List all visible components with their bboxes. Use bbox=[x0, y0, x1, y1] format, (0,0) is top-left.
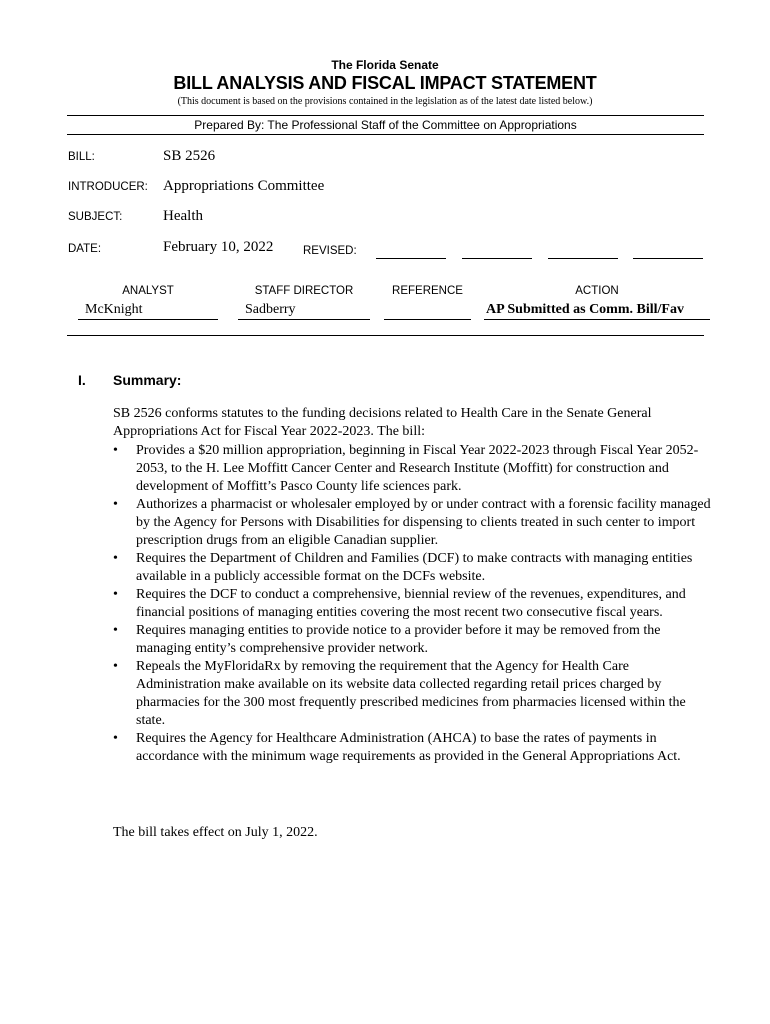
senate-heading: The Florida Senate bbox=[331, 58, 439, 72]
document-title: BILL ANALYSIS AND FISCAL IMPACT STATEMENT bbox=[173, 73, 597, 93]
subject-value: Health bbox=[163, 208, 203, 224]
revised-blank bbox=[462, 258, 532, 259]
list-item bbox=[113, 730, 713, 766]
date-label: DATE: bbox=[68, 243, 102, 255]
date-value: February 10, 2022 bbox=[163, 239, 274, 255]
prepared-by: Prepared By: The Professional Staff of the Committee on Appropriations bbox=[194, 118, 577, 132]
analyst-line bbox=[78, 319, 218, 320]
list-item bbox=[113, 586, 713, 622]
bullet-text: Provides a $20 million appropriation, beginning in Fiscal Year 2022-2023 through Fiscal Year 2052-2053, to the H. Lee Moffitt Cancer Center and Research Institute (Moffitt) for construction and development of Moffitt’s Pasco County life sciences park. bbox=[136, 443, 699, 494]
bullet-icon: • bbox=[113, 659, 118, 674]
revised-blank bbox=[376, 258, 446, 259]
summary-bullets bbox=[113, 442, 713, 766]
bullet-text: Requires the Department of Children and Families (DCF) to make contracts with managing entities available in a publicly accessible format on the DCFs website. bbox=[136, 551, 693, 584]
bullet-icon: • bbox=[113, 551, 118, 566]
list-item bbox=[113, 622, 713, 658]
revised-blank bbox=[548, 258, 618, 259]
bullet-icon: • bbox=[113, 623, 118, 638]
bullet-text: Requires managing entities to provide notice to a provider before it may be removed from the managing entity’s comprehensive provider network. bbox=[136, 623, 661, 656]
staff-director-header: STAFF DIRECTOR bbox=[254, 285, 354, 297]
section-title: Summary: bbox=[113, 372, 182, 388]
divider bbox=[67, 134, 704, 135]
summary-intro: SB 2526 conforms statutes to the funding decisions related to Health Care in the Senate General Appropriations Act for Fiscal Year 2022-2023. The bill: bbox=[113, 406, 652, 439]
list-item bbox=[113, 550, 713, 586]
bullet-text: Repeals the MyFloridaRx by removing the requirement that the Agency for Health Care Administration make available on its website data collected regarding retail prices charged by pharmacies for the 300 most frequently prescribed medicines from pharmacies licensed within the state. bbox=[136, 659, 686, 728]
analyst-header: ANALYST bbox=[122, 285, 174, 297]
effective-date: The bill takes effect on July 1, 2022. bbox=[113, 825, 318, 840]
reference-header: REFERENCE bbox=[392, 285, 463, 297]
staff-director-name: Sadberry bbox=[245, 302, 296, 317]
reference-line bbox=[384, 319, 471, 320]
bullet-text: Requires the Agency for Healthcare Administration (AHCA) to base the rates of payments in accordance with the minimum wage requirements as provided in the General Appropriations Act. bbox=[136, 731, 681, 764]
action-line bbox=[484, 319, 710, 320]
introducer-value: Appropriations Committee bbox=[163, 178, 325, 194]
basis-note: (This document is based on the provisions contained in the legislation as of the latest date listed below.) bbox=[177, 96, 593, 107]
bullet-text: Requires the DCF to conduct a comprehensive, biennial review of the revenues, expenditures, and financial positions of managing entities covering the most recent two consecutive fiscal years. bbox=[136, 587, 686, 620]
bullet-icon: • bbox=[113, 497, 118, 512]
staff-director-line bbox=[238, 319, 370, 320]
analyst-name: McKnight bbox=[85, 302, 143, 317]
subject-label: SUBJECT: bbox=[68, 211, 123, 223]
bill-value: SB 2526 bbox=[163, 148, 216, 164]
divider bbox=[67, 115, 704, 116]
list-item bbox=[113, 658, 713, 730]
revised-label: REVISED: bbox=[303, 245, 357, 257]
section-number: I. bbox=[78, 372, 86, 388]
revised-blank bbox=[633, 258, 703, 259]
list-item bbox=[113, 496, 713, 550]
divider bbox=[67, 335, 704, 336]
introducer-label: INTRODUCER: bbox=[68, 181, 148, 193]
action-header: ACTION bbox=[575, 285, 619, 297]
list-item bbox=[113, 442, 713, 496]
action-value: AP Submitted as Comm. Bill/Fav bbox=[486, 302, 684, 317]
bullet-icon: • bbox=[113, 443, 118, 458]
bullet-icon: • bbox=[113, 587, 118, 602]
bullet-text: Authorizes a pharmacist or wholesaler employed by or under contract with a forensic facility managed by the Agency for Persons with Disabilities for dispensing to clients treated in such center to import prescription drugs from an eligible Canadian supplier. bbox=[136, 497, 711, 548]
bullet-icon: • bbox=[113, 731, 118, 746]
bill-label: BILL: bbox=[68, 151, 95, 163]
